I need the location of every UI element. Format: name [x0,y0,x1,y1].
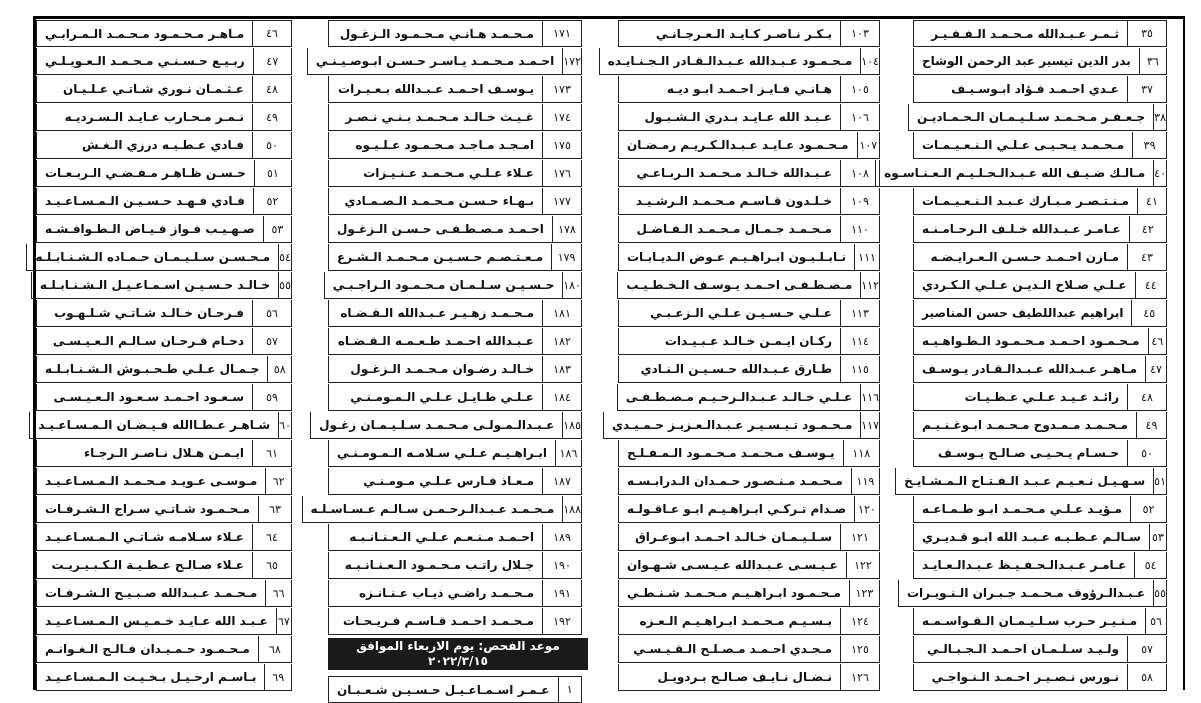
row-number: ٤٧ [1146,356,1167,383]
table-row [36,328,292,355]
table-row [36,412,292,439]
row-number: ١٨٩ [543,524,582,551]
table-row [618,132,880,159]
row-number: ١١٨ [844,440,880,467]
person-name: بـاسـم ارحـيـل بـخـيـت الـمـسـاعـيـد [36,664,265,691]
row-number: ١١٩ [852,468,880,495]
person-name: خـلـدون قـاسـم مـحـمـد الـرشـيـد [618,188,841,215]
table-row [328,328,582,355]
person-name: عـلـي حـسـيـن عـلـي الـزعـبـي [618,300,841,327]
row-number: ١١٥ [841,356,880,383]
person-name: عـثـمـان نـوري شـاتـي عـلـيـان [36,76,253,103]
table-row [913,356,1167,383]
person-name: عـامـر عـبـدالـحـفـيـظ عـبـدالـعـايـد [913,552,1135,579]
row-number: ١٨٧ [543,468,582,495]
person-name: مـحـمـد زهـيـر عـبـدالله الـقـضـاه [328,300,543,327]
person-name: سـعـود احـمـد سـعـود الـعـيـسـى [36,384,253,411]
person-name: احـمـد مـحـمـد يـاسـر حـسـن ابـوصـيـنـي [307,48,563,75]
table-row [913,104,1167,131]
row-number: ٤٧ [254,48,292,75]
table-row [36,664,292,691]
row-number: ٦٠ [279,412,292,439]
person-name: ايـمـن هـلال نـاصـر الـرجـاء [36,440,253,467]
row-number: ٥٣ [264,216,292,243]
row-number: ٣٧ [1128,76,1167,103]
row-number: ٥٨ [1128,664,1167,691]
table-row [913,384,1167,411]
row-number: ١١٣ [841,300,880,327]
row-number: ٥٠ [253,132,292,159]
table-row [36,384,292,411]
person-name: بـهـاء حـسـن مـحـمـد الـصـمـادي [328,188,543,215]
row-number: ٦١ [253,440,292,467]
row-number: ٥٦ [1146,608,1167,635]
row-number: ٥٢ [254,188,292,215]
person-name: مـحـمـود شـاتـي سـراج الـشـرفـات [36,496,259,523]
person-name: مـنـتـصـر مـبـارك عـبـد الـنـعـيـمـات [913,188,1138,215]
row-number: ١٨٨ [563,496,582,523]
row-number: ١٢٤ [841,608,880,635]
person-name: بـكـر نـاصـر كـايـد الـعـرجـانـي [618,20,841,47]
person-name: بدر الدين تيسير عبد الرحمن الوشاح [913,48,1140,75]
row-number: ٥١ [1154,468,1167,495]
row-number: ٦٢ [266,468,292,495]
table-row [328,76,582,103]
row-number: ٦٨ [259,636,292,663]
row-number: ٥٥ [279,272,292,299]
row-number: ٥٨ [268,356,292,383]
row-number: ١٠٩ [841,188,880,215]
row-number: ١٠٥ [841,76,880,103]
table-row [618,636,880,663]
table-row [36,468,292,495]
table-row [36,272,292,299]
person-name: خـالـد حـسـيـن اسـمـاعـيـل الـشـنـابـلـه [31,272,279,299]
row-number: ١٢٠ [855,496,880,523]
table-row [913,188,1167,215]
row-number: ٤٣ [1128,244,1167,271]
row-number: ٥١ [255,160,292,187]
person-name: حـسـام يـحـيـى صـالـح يـوسـف [913,440,1128,467]
row-number: ٦٦ [266,580,292,607]
person-name: نـابـلـيـون ابـراهـيـم عـوض الـديـابـات [618,244,855,271]
row-number: ٤٦ [253,20,292,47]
table-row [36,524,292,551]
row-number: ١٢٦ [841,664,880,691]
person-name: رائـد عـيـد عـلـي عـطـيـات [913,384,1128,411]
table-row [36,104,292,131]
person-name: مـحـمـد راضـي ذيـاب عـنـانـزه [328,580,543,607]
right-rule [1183,16,1185,690]
row-number: ١١٤ [841,328,880,355]
person-name: مـالـك ضـيـف الله عـبـدالـحـلـيـم الـعـنـاسـوه [875,160,1154,187]
row-number: ١٢٥ [841,636,880,663]
row-number: ١٩٠ [543,552,582,579]
person-name: ولـيـد سـلـمـان احـمـد الـجـبـالـي [913,636,1128,663]
table-row [913,664,1167,691]
person-name: نـمـر مـحـارب عـايـد الـسـرديـه [36,104,253,131]
table-row [36,132,292,159]
row-number: ١٠٦ [841,104,880,131]
person-name: دحـام فـرحـان سـالـم الـعـيـسـى [36,328,253,355]
row-number: ١٨١ [543,300,582,327]
person-name: عـبـدالـرؤوف مـحـمـد جـبـران الـنـويـرات [898,580,1154,607]
table-row [913,76,1167,103]
person-name: ركـان ايـمـن خـالـد عـبـيـدات [618,328,841,355]
row-number: ١٧٤ [543,104,582,131]
row-number: ١٠٧ [858,132,880,159]
person-name: جـلال راتـب مـحـمـود الـعـنـانـبـه [328,552,543,579]
row-number: ٦٧ [277,608,292,635]
table-row [618,664,880,691]
row-number: ١١١ [855,244,880,271]
person-name: مـنـيـر حـرب سـلـيـمـان الـقـواسـمـه [913,608,1146,635]
row-number: ١٧١ [543,20,582,47]
row-number: ٦٥ [253,552,292,579]
row-number: ٤٦ [1149,328,1167,355]
table-row [618,440,880,467]
person-name: خـالـد رضـوان مـحـمـد الـزغـول [328,356,543,383]
row-number: ٣٦ [1140,48,1167,75]
person-name: مـصـطـفـى احـمـد يـوسـف الـخـطـيـب [617,272,861,299]
person-name: مـاهـر عـبـدالله عـبـدالـقـادر يـوسـف [913,356,1146,383]
table-row [618,468,880,495]
row-number: ١٠٨ [841,160,880,187]
person-name: مـحـمـد عـبـدالـرحـمـن سـالـم عـسـاسـلـه [302,496,564,523]
person-name: عـبـدالله احـمـد طـعـمـه الـقـضـاه [328,328,543,355]
table-row [913,608,1167,635]
row-number: ٤٠ [1154,160,1167,187]
row-number: ٥٢ [1131,496,1167,523]
row-number: ١١٢ [861,272,880,299]
table-row [618,524,880,551]
table-row [328,608,582,635]
row-number: ٤٨ [253,76,292,103]
person-name: ابـراهـيـم عـلـي سـلامـه الـمـومـنـي [328,440,556,467]
row-number: ٣٥ [1128,20,1167,47]
table-row [913,20,1167,47]
person-name: مـعـاذ فـارس عـلـي مـومـنـي [328,468,543,495]
table-row [36,356,292,383]
table-row [36,580,292,607]
exam-date-notice [328,638,588,670]
row-number: ١٨٢ [543,328,582,355]
person-name: صـدام تـركـي ابـراهـيـم ابـو عـاقـولـه [618,496,855,523]
row-number: ١١٠ [841,216,880,243]
row-number: ٤٩ [1137,412,1167,439]
person-name: عـلـي صـلاح الـديـن عـلـي الـكـردي [913,272,1136,299]
row-number: ٣٩ [1133,132,1167,159]
person-name: فـادي فـهـد حـسـيـن الـمـسـاعـيـد [36,188,254,215]
table-row [612,412,880,439]
person-name: سـهـيـل نـعـيـم عـبـد الـفـتـاح الـمـشـايـخ [895,468,1154,495]
person-name: مـحـمـد مـمـدوح مـحـمـد ابـوغـنـيـم [913,412,1137,439]
row-number: ٥٧ [1128,636,1167,663]
row-number: ٥٩ [253,384,292,411]
table-row [913,244,1167,271]
top-rule [33,16,1185,19]
table-row [913,524,1167,551]
person-name: نـورس نـصـيـر احـمـد الـنـواجـي [913,664,1128,691]
table-row [618,580,880,607]
person-name: عـلاء عـلـي مـحـمـد عـنـيـزات [328,160,543,187]
person-name: فـرحـان خـالـد شـاتـي شـلـهـوب [36,300,253,327]
row-number: ٥٦ [253,300,292,327]
table-row [913,412,1167,439]
table-row [904,468,1167,495]
table-row [328,300,582,327]
row-number: ٦٤ [253,524,292,551]
table-row [618,300,880,327]
table-row [618,244,880,271]
table-row [36,440,292,467]
person-name: مـحـمـد مـنـصـور حـمـدان الـدرابـسـه [618,468,852,495]
person-name: مـازن احـمـد حـسـن الـعـرايـضـه [913,244,1128,271]
table-row [328,384,582,411]
table-row [618,552,880,579]
person-name: غـيـث خـالـد مـحـمـد بـنـي نـصـر [328,104,543,131]
person-name: عـلـي طـايـل عـلـي الـمـومـنـي [328,384,543,411]
person-name: مـجـدي احـمـد مـصـلـح الـقـيـسـي [618,636,841,663]
row-number: ١٨٥ [563,412,582,439]
table-row [913,328,1167,355]
table-row [328,132,582,159]
row-number: ٥٥ [1154,580,1167,607]
row-number: ١٧٩ [552,244,582,271]
table-row [618,160,880,187]
person-name: جـعـفـر مـحـمـد سـلـيـمـان الـحـمـاديـن [908,104,1154,131]
table-row [618,356,880,383]
person-name: يـوسـف مـحـمـد مـحـمـود الـمـفـلـح [618,440,844,467]
row-number: ٤١ [1138,188,1167,215]
row-number: ١ [559,676,582,703]
person-name: عـيـسـى عـبـدالله عـيـسـى شـهـوان [618,552,847,579]
person-name: مـحـمـد احـمـد قـاسـم فـريـحـات [328,608,543,635]
person-name: بـسـيـم مـحـمـد ابـراهـيـم الـعـزه [618,608,841,635]
person-name: سـلـيـمـان خـالـد احـمـد ابـوعـراق [618,524,841,551]
row-number: ١٧٢ [563,48,582,75]
person-name: نـضـال نـايـف صـالـح بـردويـل [618,664,841,691]
row-number: ١١٦ [861,384,880,411]
table-row [913,636,1167,663]
person-name: ثـمـر عـبـدالله مـحـمـد الـفـقـيـر [913,20,1128,47]
table-row [913,552,1167,579]
row-number: ٤٤ [1136,272,1167,299]
table-row [618,216,880,243]
row-number: ٥٤ [1135,552,1167,579]
row-number: ١٧٧ [543,188,582,215]
person-name: صـهـيـب فـواز فـيـاض الـطـوافـشـه [36,216,264,243]
person-name: امـجـد مـاجـد مـحـمـود عـلـيـوه [328,132,543,159]
person-name: عـبـدالـمـولـى مـحـمـد سـلـيـمـان زغـول [310,412,563,439]
row-number: ١٨٣ [543,356,582,383]
table-row [618,272,880,299]
table-row [328,20,582,47]
person-name: عـدي احـمـد فـؤاد ابـوسـيـف [913,76,1128,103]
person-name: مـحـمـود تـيـسـيـر عـبـدالـعـزيـز حـمـيـدي [603,412,861,439]
table-row [618,76,880,103]
person-name: حـسـن ظـاهـر مـفـضـي الـربـعـات [36,160,255,187]
table-row [618,104,880,131]
person-name: عـبـد الله عـايـد خـمـيـس الـمـسـاعـيـد [36,608,277,635]
row-number: ١١٧ [861,412,880,439]
row-number: ٤٥ [1132,300,1167,327]
person-name: مـعـتـصـم حـسـيـن مـحـمـد الـشـرع [328,244,552,271]
table-row [618,20,880,47]
table-row [310,496,582,523]
person-name: مـحـمـد هـانـي مـحـمـود الـزغـول [328,20,543,47]
table-row [36,636,292,663]
person-name: عـلـي خـالـد عـبـدالـرحـيـم مـصـطـفـى [617,384,861,411]
person-name: شـاهـر عـطـاالله فـيـضـان الـمـسـاعـيـد [29,412,279,439]
row-number: ٥٧ [253,328,292,355]
person-name: مـحـمـد يـحـيـى عـلـي الـنـعـيـمـات [913,132,1133,159]
row-number: ١٧٦ [543,160,582,187]
table-row [36,188,292,215]
row-number: ٦٩ [265,664,292,691]
person-name: مـحـمـود عـايـد عـبـدالـكـريـم رمـضـان [618,132,858,159]
table-row [36,496,292,523]
person-name: مـحـمـود ابـراهـيـم مـحـمـد شـنـطـي [618,580,850,607]
row-number: ١٢١ [841,524,880,551]
table-row [328,580,582,607]
person-name: جـمـال عـلـي طـحـبـوش الـشـنـابـلـه [36,356,268,383]
row-number: ١٩٢ [543,608,582,635]
table-row [328,244,582,271]
table-row [607,48,880,75]
person-name: عـامـر عـبـدالله خـلـف الـرحـامـنـه [913,216,1130,243]
table-row [913,496,1167,523]
table-row [328,272,582,299]
row-number: ٤٢ [1130,216,1167,243]
person-name: مـحـمـد جـمـال مـحـمـد الـفـاضـل [618,216,841,243]
row-number: ١٢٢ [847,552,880,579]
person-name: عـلاء صـالـح عـطـيـة الـكـبـيـريـت [36,552,253,579]
row-number: ١٧٨ [553,216,582,243]
table-row [906,580,1167,607]
table-row [618,608,880,635]
person-name: مـحـمـود عـبـدالله عـبـدالـقـادر الـجـنـايـده [599,48,862,75]
table-row [328,440,582,467]
person-name: مـحـمـود احـمـد مـحـمـود الـطـواهـيـه [913,328,1149,355]
person-name: مـحـسـن سـلـيـمـان حـمـاده الـشـنـابـلـه [26,244,279,271]
table-row [913,216,1167,243]
person-name: ابراهيم عبداللطيف حسن المناصير [913,300,1132,327]
row-number: ١٠٣ [841,20,880,47]
row-number: ٥٣ [1150,524,1167,551]
person-name: مـاهـر مـحـمـود مـحـمـد الـمـرابـي [36,20,253,47]
person-name: سـالـم عـطـيـه عـبـد الله ابـو قـديـري [913,524,1150,551]
row-number: ١٨٦ [556,440,582,467]
table-row [315,48,582,75]
table-row [618,496,880,523]
person-name: مـحـمـد عـبـدالله صـبـيـح الـشـرفـات [36,580,266,607]
exam-date-text: موعد الفحص: يوم الاربعاء الموافق ٢٠٢٢/٣/١٥ [356,639,560,668]
table-row [36,160,292,187]
person-name: فـادي عـطـيـه درزي الـغـش [36,132,253,159]
table-row [319,412,582,439]
person-name: طـارق عـبـدالله حـسـيـن الـنـادي [618,356,841,383]
table-row [328,524,582,551]
table-row [913,132,1167,159]
table-row [36,76,292,103]
table-row [328,676,582,703]
person-name: عـلاء سـلامـه شـاتـي الـمـسـاعـيـد [36,524,253,551]
person-name: ربـيـع حـسـنـي مـحـمـد الـعـويـلـي [36,48,254,75]
row-number: ١٨٤ [543,384,582,411]
table-row [913,272,1167,299]
row-number: ١٩١ [543,580,582,607]
table-row [328,468,582,495]
table-row [36,20,292,47]
table-row [913,48,1167,75]
row-number: ١٨٠ [563,272,582,299]
person-name: هـانـي فـايـز احـمـد ابـو ديـه [618,76,841,103]
person-name: عـبـد الله عـايـد بـدري الـشـبـول [618,104,841,131]
row-number: ٣٨ [1154,104,1167,131]
table-row [328,356,582,383]
person-name: مـحـمـود حـمـيـدان فـالـح الـغـوانـم [36,636,259,663]
person-name: احـمـد مـنـعـم عـلـي الـعـنـانـبـه [328,524,543,551]
row-number: ١٧٣ [543,76,582,103]
table-row [618,188,880,215]
table-row [36,216,292,243]
row-number: ١٠٤ [861,48,880,75]
table-row [36,244,292,271]
person-name: يـوسـف احـمـد عـبـدالله بـعـيـرات [328,76,543,103]
row-number: ٦٣ [259,496,292,523]
table-row [618,328,880,355]
table-row [328,188,582,215]
table-row [618,384,880,411]
table-row [36,552,292,579]
table-row [913,300,1167,327]
row-number: ١٢٣ [850,580,880,607]
person-name: مـؤيـد عـلـي مـحـمـد ابـو طـمـاعـه [913,496,1131,523]
table-row [328,552,582,579]
table-row [36,300,292,327]
row-number: ١٧٥ [543,132,582,159]
table-row [884,160,1167,187]
row-number: ٥٤ [279,244,292,271]
table-row [36,608,292,635]
table-row [328,104,582,131]
row-number: ٥٠ [1128,440,1167,467]
table-row [913,440,1167,467]
row-number: ٤٨ [1128,384,1167,411]
person-name: عـبـدالله خـالـد مـحـمـد الـربـاعـي [618,160,841,187]
person-name: مـوسـى عـويـد مـحـمـد الـمـسـاعـيـد [36,468,266,495]
table-row [328,216,582,243]
table-row [36,48,292,75]
person-name: احـمـد مـصـطـفـى حـسـن الـزغـول [328,216,553,243]
table-row [328,160,582,187]
person-name: عـمـر اسـمـاعـيـل حـسـيـن شـعـبـان [328,676,559,703]
person-name: حـسـيـن سـلـمـان مـحـمـود الـراجـبـي [324,272,564,299]
row-number: ٤٩ [253,104,292,131]
